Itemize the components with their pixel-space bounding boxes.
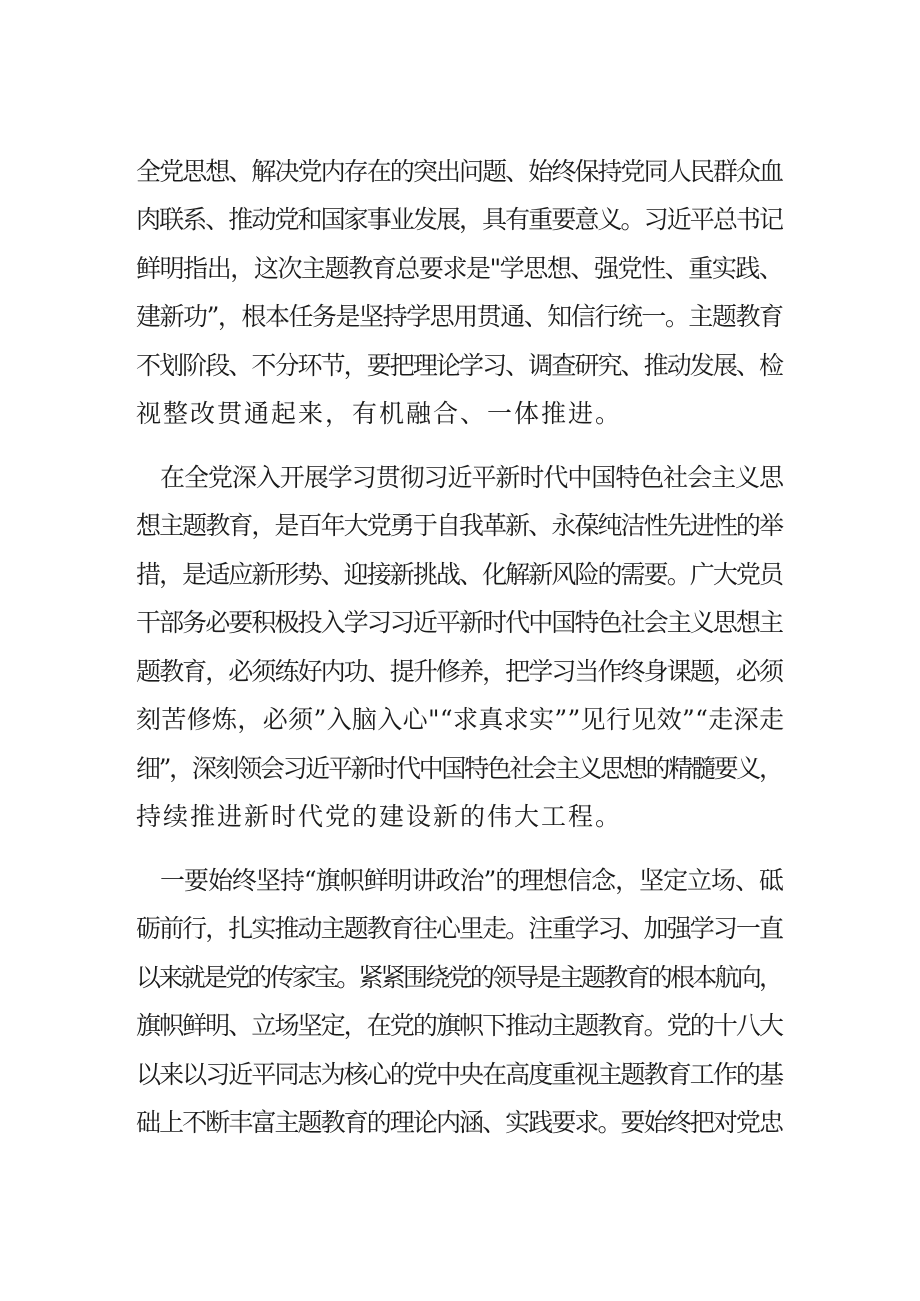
text-line xyxy=(0,859,920,903)
text-line xyxy=(0,698,920,742)
text-line-content: 础上不断丰富主题教育的理论内涵、实践要求。要始终把对党忠 xyxy=(136,1108,783,1137)
text-line xyxy=(0,295,920,339)
text-line-content: 刻苦修炼，必须”入脑入心"“求真求实””见行见效”“走深走 xyxy=(136,705,785,734)
text-line xyxy=(0,198,920,242)
text-line-content: 全党思想、解决党内存在的突出问题、始终保持党同人民群众血 xyxy=(136,157,783,186)
text-line xyxy=(0,344,920,388)
text-line xyxy=(0,1053,920,1097)
text-line-content: 肉联系、推动党和国家事业发展，具有重要意义。习近平总书记 xyxy=(136,205,783,234)
text-line xyxy=(0,747,920,791)
text-line xyxy=(0,456,920,500)
text-line-content: 在全党深入开展学习贯彻习近平新时代中国特色社会主义思 xyxy=(160,463,783,492)
text-line xyxy=(0,247,920,291)
text-line-content: 旗帜鲜明、立场坚定，在党的旗帜下推动主题教育。党的十八大 xyxy=(136,1011,783,1040)
text-line xyxy=(0,150,920,194)
text-line xyxy=(0,1101,920,1145)
text-line-content: 持续推进新时代党的建设新的伟大工程。 xyxy=(136,802,623,831)
text-line xyxy=(0,392,920,436)
text-line xyxy=(0,907,920,951)
text-line-content: 不划阶段、不分环节，要把理论学习、调查研究、推动发展、检 xyxy=(136,351,783,380)
text-line xyxy=(0,504,920,548)
text-line-content: 一要始终坚持“旗帜鲜明讲政治”的理想信念，坚定立场、砥 xyxy=(160,866,783,895)
text-line-content: 建新功”，根本任务是坚持学思用贯通、知信行统一。主题教育 xyxy=(136,302,783,331)
text-line xyxy=(0,1004,920,1048)
text-line-content: 题教育，必须练好内功、提升修养，把学习当作终身课题，必须 xyxy=(136,657,783,686)
text-line-content: 鲜明指出，这次主题教育总要求是"学思想、强党性、重实践、 xyxy=(136,254,783,283)
text-line xyxy=(0,553,920,597)
text-line xyxy=(0,650,920,694)
text-line-content: 措，是适应新形势、迎接新挑战、化解新风险的需要。广大党员 xyxy=(136,560,783,589)
text-line-content: 细”，深刻领会习近平新时代中国特色社会主义思想的精髓要义， xyxy=(136,754,782,783)
text-line-content: 想主题教育，是百年大党勇于自我革新、永葆纯洁性先进性的举 xyxy=(136,511,783,540)
text-line-content: 砺前行，扎实推动主题教育往心里走。注重学习、加强学习一直 xyxy=(136,914,783,943)
text-line xyxy=(0,601,920,645)
text-line xyxy=(0,795,920,839)
text-line-content: 视整改贯通起来，有机融合、一体推进。 xyxy=(136,399,623,428)
text-line-content: 以来以习近平同志为核心的党中央在高度重视主题教育工作的基 xyxy=(136,1060,783,1089)
text-line-content: 以来就是党的传家宝。紧紧围绕党的领导是主题教育的根本航向， xyxy=(136,963,782,992)
text-line xyxy=(0,956,920,1000)
text-line-content: 干部务必要积极投入学习习近平新时代中国特色社会主义思想主 xyxy=(136,608,783,637)
